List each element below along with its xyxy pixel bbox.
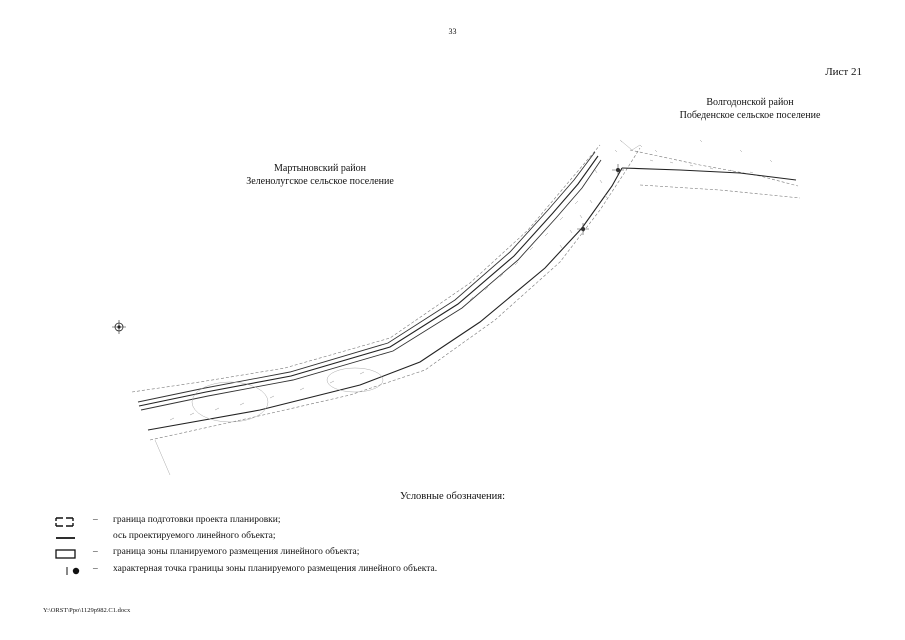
district-name: Волгодонской район: [706, 97, 794, 108]
project-boundary: [132, 145, 800, 440]
object-axis: [139, 156, 796, 430]
terrain-contours: [155, 140, 640, 475]
sheet-label: Лист 21: [825, 66, 862, 78]
settlement-name: Зеленолугское сельское поселение: [246, 176, 394, 187]
solid-line-icon: [40, 531, 88, 545]
zone-rectangle-icon: [40, 547, 88, 561]
legend-item: ось проектируемого линейного объекта;: [40, 531, 640, 545]
placement-zone: [138, 152, 601, 410]
survey-mark-icon: [112, 320, 126, 334]
legend-item: – граница зоны планируемого размещения линейного объекта;: [40, 547, 640, 561]
legend-title: Условные обозначения:: [399, 491, 505, 502]
characteristic-point-icon: [40, 564, 88, 578]
district-name: Мартыновский район: [274, 163, 366, 174]
region-martynovsky: [230, 162, 410, 188]
dashed-boundary-icon: [40, 515, 88, 529]
legend-item: – граница подготовки проекта планировки;: [40, 515, 640, 529]
footer-file-path: Y:\ORST\Ppo\1129p982.C1.docx: [43, 607, 131, 614]
region-volgodonskoy: [660, 96, 840, 122]
settlement-name: Победенское сельское поселение: [679, 110, 821, 121]
page-number: 33: [448, 27, 457, 36]
legend-item: – характерная точка границы зоны планируемого размещения линейного объекта.: [40, 564, 640, 578]
